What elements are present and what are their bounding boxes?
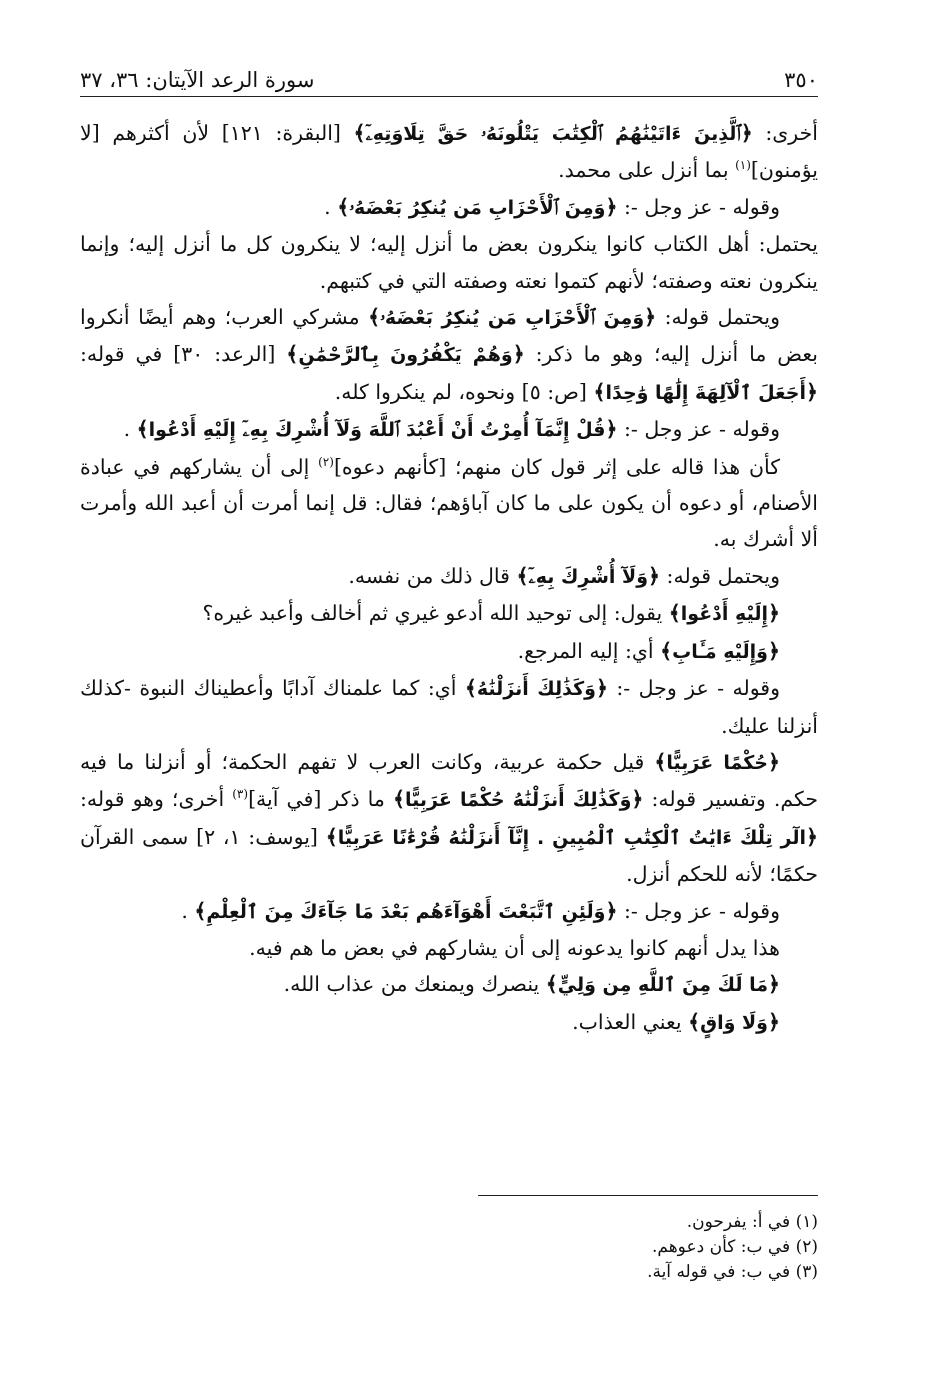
text-run: . [181, 898, 195, 923]
paragraph [80, 595, 818, 632]
text-run: ويحتمل قوله: [656, 305, 780, 330]
quran-quote: إِلَيْهِ أَدْعُوا [680, 603, 768, 626]
ornate-bracket: ﴾ [545, 972, 558, 997]
quran-quote: وَكَذَٰلِكَ أَنزَلْنَٰهُ حُكْمًا عَرَبِيًّا [404, 789, 632, 812]
text-run: قال ذلك من نفسه. [348, 563, 517, 588]
footnote-divider [478, 1195, 818, 1196]
quran-quote: وَإِلَيْهِ مَـَٔابِ [672, 640, 768, 663]
paragraph [80, 670, 818, 744]
quran-quote: وَكَذَٰلِكَ أَنزَلْنَٰهُ [476, 678, 596, 701]
paragraph [80, 226, 818, 299]
text-run: . [324, 194, 338, 219]
ornate-bracket: ﴿ [605, 898, 618, 923]
ornate-bracket: ﴾ [464, 676, 477, 701]
ornate-bracket: ﴿ [767, 749, 780, 774]
ornate-bracket: ﴾ [593, 379, 606, 404]
text-run: يحتمل: أهل الكتاب كانوا ينكرون بعض ما أنزل إليه؛ لا ينكرون كل ما أنزل إليه؛ وإنما ينكرون نعته وصفته؛ لأنهم كتموا نعته وصفته التي في كتبهم. [80, 232, 818, 293]
text-run: وقوله - عز وجل -: [617, 417, 780, 442]
ornate-bracket: ﴿ [767, 972, 780, 997]
quran-quote: حُكْمًا عَرَبِيًّا [666, 751, 768, 774]
text-run: [البقرة: ١٢١] لأن أكثرهم [لا يؤمنون] [80, 121, 818, 183]
ornate-bracket: ﴿ [644, 305, 657, 330]
text-run: [الرعد: ٣٠] في قوله: [80, 342, 287, 367]
ornate-bracket: ﴾ [325, 824, 338, 849]
ornate-bracket: ﴿ [767, 1009, 780, 1034]
ornate-bracket: ﴿ [595, 676, 608, 701]
paragraph [80, 299, 818, 411]
quran-quote: مَا لَكَ مِنَ ٱللَّهِ مِن وَلِيٍّ [557, 974, 768, 997]
footnote-ref: (١) [735, 158, 751, 173]
text-run: وقوله - عز وجل -: [617, 898, 780, 923]
ornate-bracket: ﴿ [605, 194, 618, 219]
ornate-bracket: ﴿ [648, 563, 661, 588]
ornate-bracket: ﴿ [805, 824, 818, 849]
paragraph [80, 744, 818, 893]
quran-quote: الٓر تِلْكَ ءَايَٰتُ ٱلْكِتَٰبِ ٱلْمُبِينِ . إِنَّآ أَنزَلْنَٰهُ قُرْءَٰنًا عَرَبِيًّا [337, 826, 806, 849]
ornate-bracket: ﴿ [767, 601, 780, 626]
quran-quote: وَلَئِنِ ٱتَّبَعْتَ أَهْوَآءَهُم بَعْدَ مَا جَآءَكَ مِنَ ٱلْعِلْمِ [206, 900, 606, 923]
book-page [80, 58, 818, 1041]
body-text [80, 115, 818, 1041]
text-run: قيل حكمة عربية، وكانت العرب لا تفهم الحكمة؛ أو أنزلنا ما فيه حكم. وتفسير قوله: [80, 749, 819, 812]
quran-quote: ٱلَّذِينَ ءَاتَيْنَٰهُمُ ٱلْكِتَٰبَ يَتْلُونَهُۥ حَقَّ تِلَاوَتِهِۦٓ [365, 123, 741, 145]
footnote-ref: (٢) [318, 454, 334, 469]
text-run: ينصرك ويمنعك من عذاب الله. [283, 972, 546, 997]
text-run: أي: إليه المرجع. [517, 638, 661, 663]
paragraph [80, 893, 818, 930]
ornate-bracket: ﴾ [516, 563, 529, 588]
quran-quote: قُلْ إِنَّمَآ أُمِرْتُ أَنْ أَعْبُدَ ٱللَّهَ وَلَآ أُشْرِكَ بِهِۦٓ إِلَيْهِ أَدْعُوا [148, 419, 606, 442]
text-run: هذا يدل أنهم كانوا يدعونه إلى أن يشاركهم في بعض ما هم فيه. [249, 935, 780, 960]
text-run: [ص: ٥] ونحوه، لم ينكروا كله. [334, 379, 594, 404]
quran-quote: وَلَا وَاقٍ [700, 1011, 768, 1034]
ornate-bracket: ﴿ [605, 417, 618, 442]
quran-quote: وَمِنَ ٱلْأَحْزَابِ مَن يُنكِرُ بَعْضَهُۥ [380, 307, 645, 330]
text-run: مشركي العرب؛ وهم أيضًا أنكروا بعض ما أنزل إليه؛ وهو ما ذكر: [80, 305, 818, 367]
text-run: . [123, 417, 137, 442]
paragraph [80, 449, 818, 558]
page-header [80, 58, 818, 97]
ornate-bracket: ﴿ [805, 379, 818, 404]
quran-quote: وَهُمْ يَكْفُرُونَ بِٱلرَّحْمَٰنِ [298, 344, 513, 367]
quran-quote: وَمِنَ ٱلْأَحْزَابِ مَن يُنكِرُ بَعْضَهُۥ [349, 196, 606, 219]
paragraph [80, 633, 818, 670]
quran-quote: وَلَآ أُشْرِكَ بِهِۦٓ [528, 565, 649, 588]
ornate-bracket: ﴿ [740, 121, 753, 145]
text-run: إلى أن يشاركهم في عبادة الأصنام، أو دعوه أن يكون على ما كان آباؤهم؛ فقال: قل إنما أمرت أن أعبد الله وأمرت ألا أشرك به. [80, 454, 818, 552]
text-run: ويحتمل قوله: [660, 563, 780, 588]
ornate-bracket: ﴾ [392, 787, 405, 812]
ornate-bracket: ﴾ [668, 601, 681, 626]
text-run: أخرى: [752, 121, 818, 145]
quran-quote: أَجَعَلَ ٱلْآلِهَةَ إِلَٰهًا وَٰحِدًا [605, 381, 806, 404]
text-run: يقول: إلى توحيد الله أدعو غيري ثم أخالف وأعبد غيره؟ [202, 601, 669, 626]
ornate-bracket: ﴾ [136, 417, 149, 442]
ornate-bracket: ﴾ [654, 749, 667, 774]
footnote-item: (٢) في ب: كأن دعوهم. [652, 1237, 818, 1257]
paragraph [80, 411, 818, 448]
ornate-bracket: ﴾ [660, 638, 673, 663]
ornate-bracket: ﴾ [353, 121, 366, 145]
paragraph [80, 115, 818, 189]
paragraph [80, 966, 818, 1003]
ornate-bracket: ﴿ [631, 787, 644, 812]
ornate-bracket: ﴾ [194, 898, 207, 923]
text-run: بما أنزل على محمد. [558, 158, 736, 183]
paragraph [80, 1004, 818, 1041]
footnote-item: (١) في أ: يفرحون. [686, 1212, 818, 1232]
ornate-bracket: ﴿ [512, 342, 525, 367]
text-run: كأن هذا قاله على إثر قول كان منهم؛ [كأنهم دعوه] [333, 454, 781, 479]
ornate-bracket: ﴾ [286, 342, 299, 367]
footnote-ref: (٣) [232, 787, 249, 802]
footnotes [318, 1210, 818, 1285]
running-title: سورة الرعد الآيتان: ٣٦، ٣٧ [80, 68, 315, 92]
paragraph [80, 930, 818, 966]
text-run: [يوسف: ١، ٢] سمى القرآن حكمًا؛ لأنه للحكم أنزل. [80, 824, 818, 887]
ornate-bracket: ﴾ [337, 194, 350, 219]
ornate-bracket: ﴾ [688, 1009, 701, 1034]
text-run: ما ذكر [في آية] [248, 787, 393, 812]
text-run: أخرى؛ وهو قوله: [80, 787, 233, 812]
text-run: أي: كما علمناك آدابًا وأعطيناك النبوة -كذلك أنزلنا عليك. [80, 676, 818, 738]
page-number: ٣٥٠ [784, 68, 818, 92]
text-run: يعني العذاب. [572, 1009, 689, 1034]
footnote-item: (٣) في ب: في قوله آية. [647, 1262, 818, 1282]
ornate-bracket: ﴾ [368, 305, 381, 330]
text-run: وقوله - عز وجل -: [617, 194, 780, 219]
text-run: وقوله - عز وجل -: [607, 676, 781, 701]
ornate-bracket: ﴿ [767, 638, 780, 663]
paragraph [80, 558, 818, 595]
paragraph [80, 189, 818, 226]
